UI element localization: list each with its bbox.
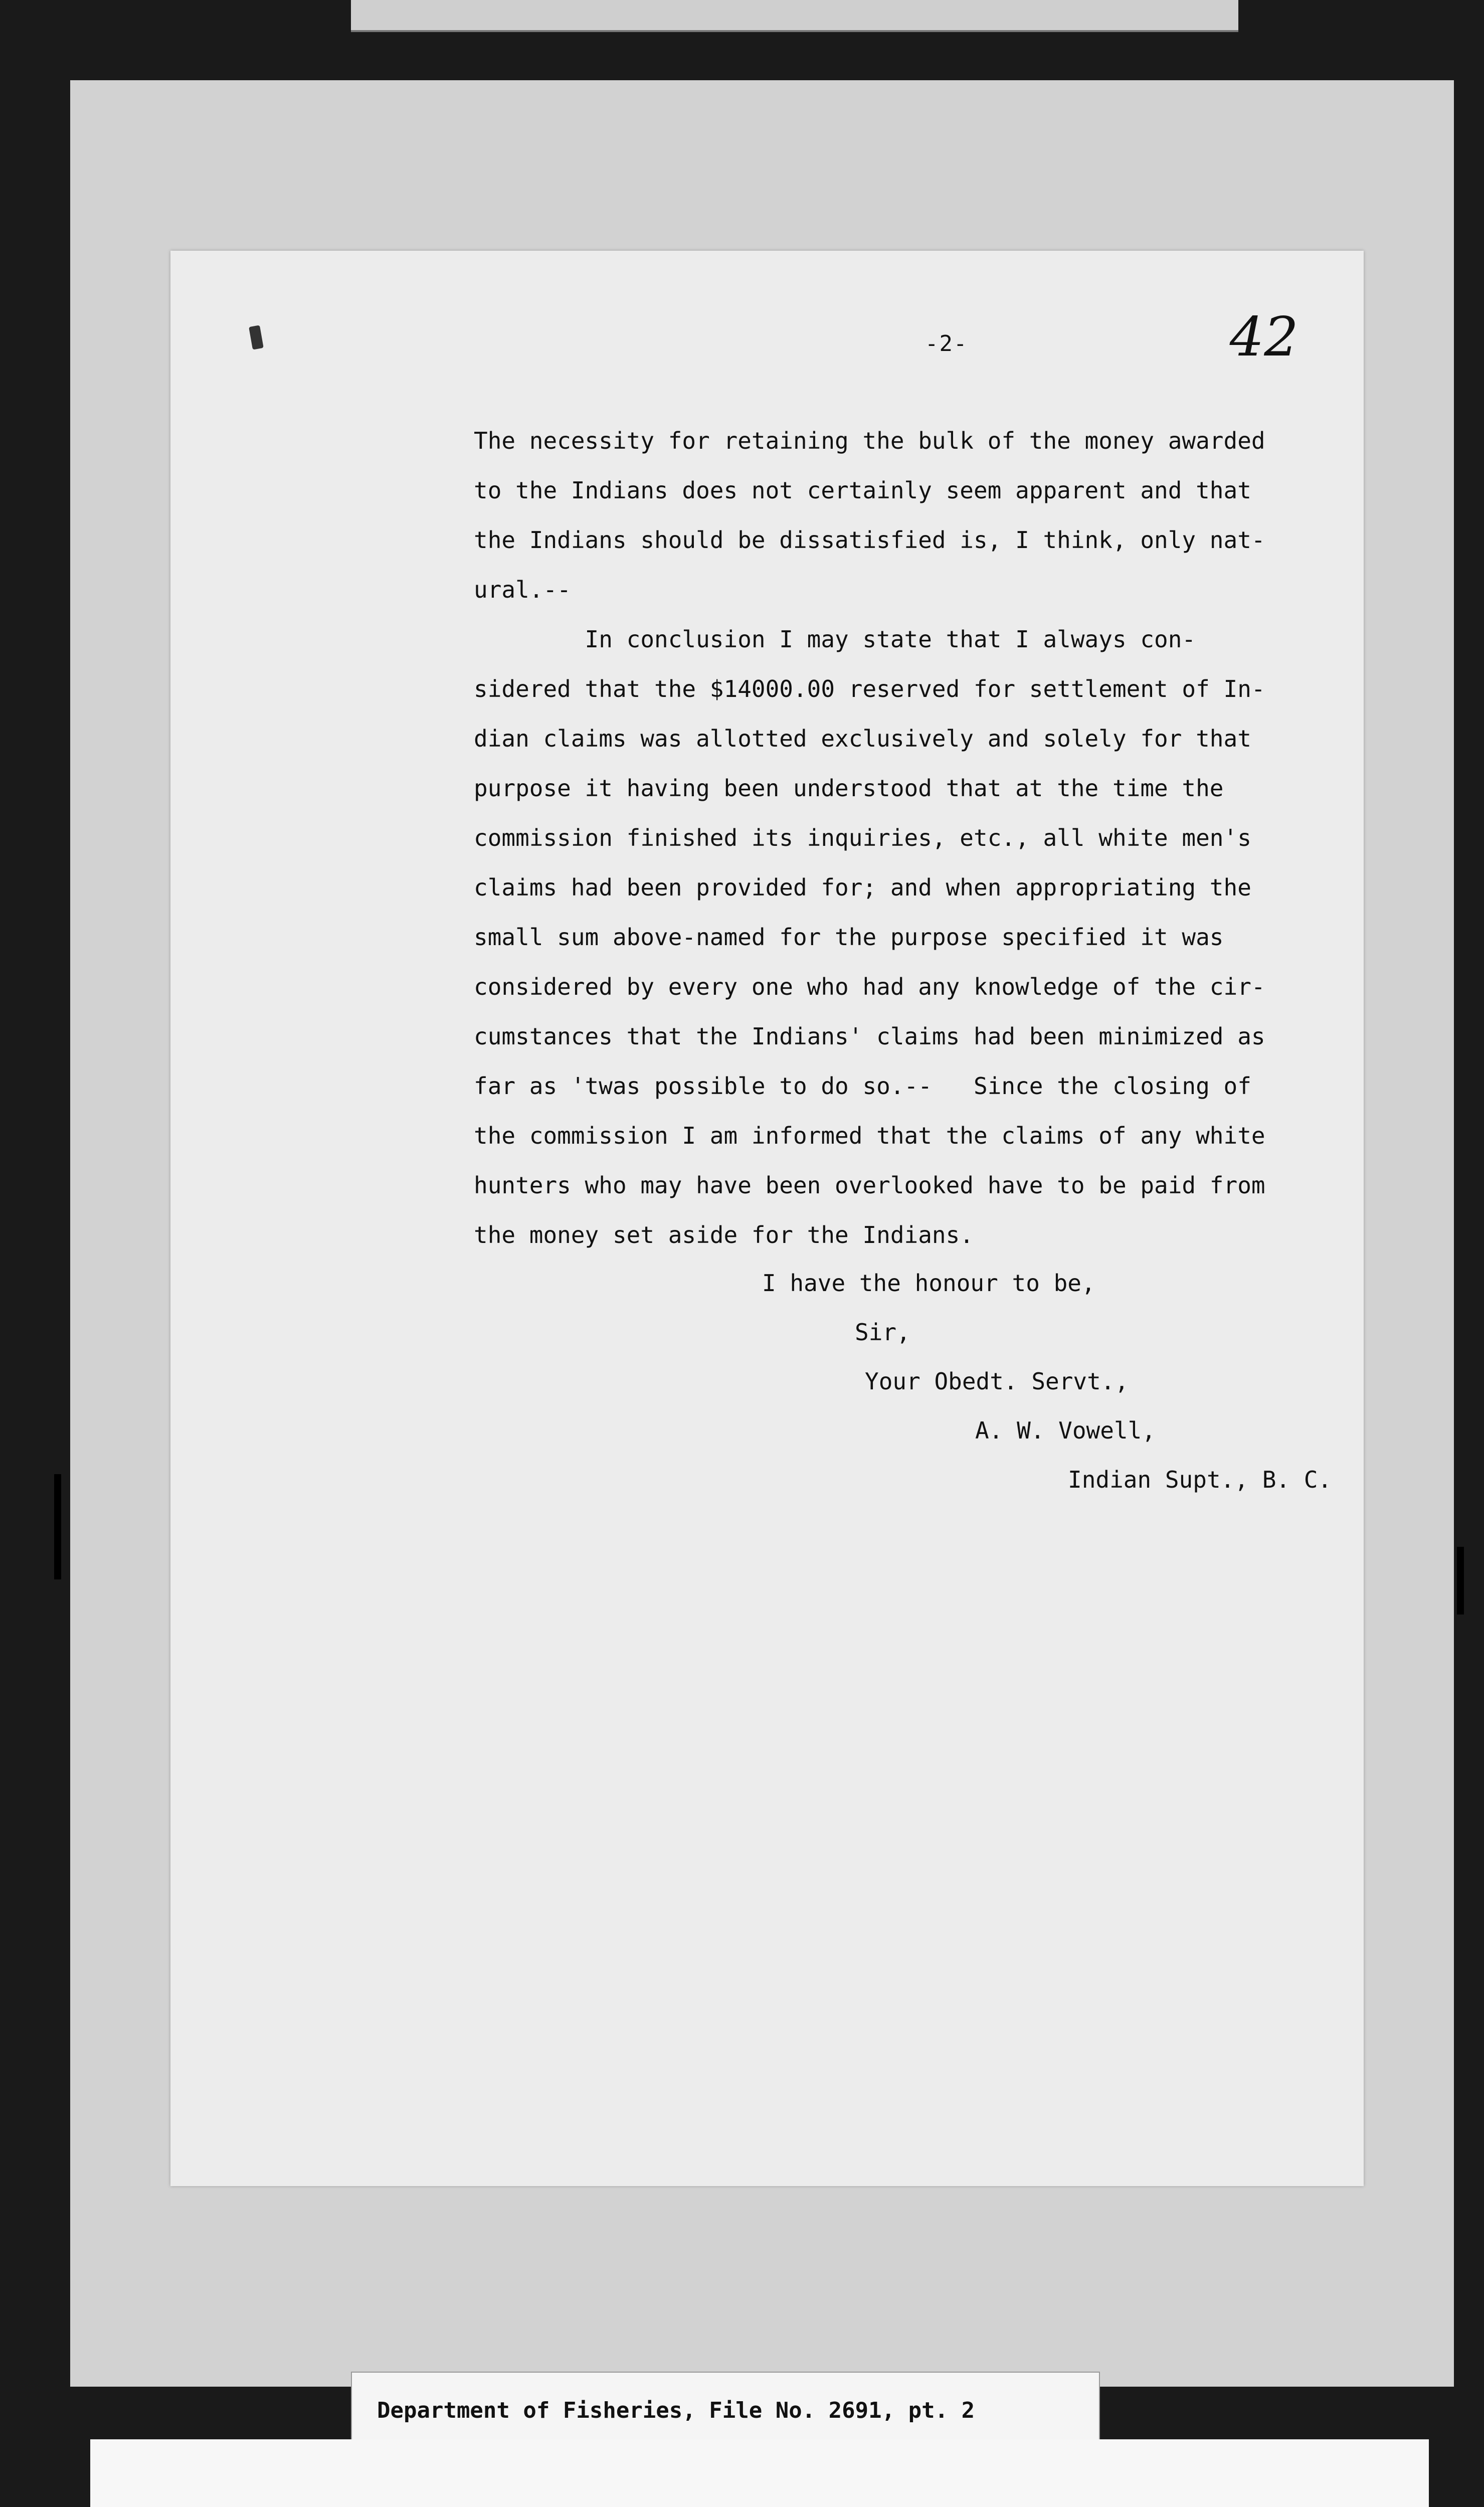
text-line: to the Indians does not certainly seem apparent and that bbox=[474, 477, 1251, 504]
letter-body bbox=[474, 416, 1346, 1260]
text-line: the Indians should be dissatisfied is, I think, only nat- bbox=[474, 526, 1265, 554]
text-line: the money set aside for the Indians. bbox=[474, 1221, 974, 1248]
signature-title: Indian Supt., B. C. bbox=[1068, 1466, 1332, 1493]
text-line: cumstances that the Indians' claims had been minimized as bbox=[474, 1023, 1265, 1050]
text-line: The necessity for retaining the bulk of the money awarded bbox=[474, 427, 1265, 454]
text-line: commission finished its inquiries, etc., all white men's bbox=[474, 824, 1251, 851]
text-line: claims had been provided for; and when appropriating the bbox=[474, 874, 1251, 901]
signature-name: A. W. Vowell, bbox=[975, 1417, 1156, 1444]
archive-stamp-card bbox=[90, 2439, 1429, 2507]
film-edge-mark bbox=[1457, 1547, 1464, 1615]
letter-page bbox=[170, 251, 1364, 2186]
salutation: Sir, bbox=[855, 1319, 910, 1346]
text-line: the commission I am informed that the claims of any white bbox=[474, 1122, 1265, 1149]
text-line: small sum above-named for the purpose specified it was bbox=[474, 924, 1224, 951]
punch-hole-mark bbox=[249, 325, 264, 349]
text-line: far as 'twas possible to do so.-- Since the closing of bbox=[474, 1072, 1251, 1100]
film-edge-mark bbox=[54, 1474, 61, 1579]
file-label-text: Department of Fisheries, File No. 2691, pt. 2 bbox=[377, 2398, 975, 2423]
text-line: hunters who may have been overlooked have to be paid from bbox=[474, 1172, 1265, 1199]
text-line: In conclusion I may state that I always con- bbox=[474, 626, 1196, 653]
folio-number: 42 bbox=[1229, 306, 1298, 369]
closing-line: Your Obedt. Servt., bbox=[865, 1368, 1129, 1395]
page-number: -2- bbox=[925, 331, 968, 356]
file-label bbox=[351, 2372, 1100, 2444]
text-line: dian claims was allotted exclusively and solely for that bbox=[474, 725, 1251, 752]
text-line: purpose it having been understood that at the time the bbox=[474, 775, 1224, 802]
closing-line: I have the honour to be, bbox=[762, 1270, 1095, 1297]
text-line: considered by every one who had any knowledge of the cir- bbox=[474, 973, 1265, 1000]
text-line: sidered that the $14000.00 reserved for settlement of In- bbox=[474, 675, 1265, 702]
previous-page-edge bbox=[351, 0, 1238, 32]
text-line: ural.-- bbox=[474, 576, 571, 603]
